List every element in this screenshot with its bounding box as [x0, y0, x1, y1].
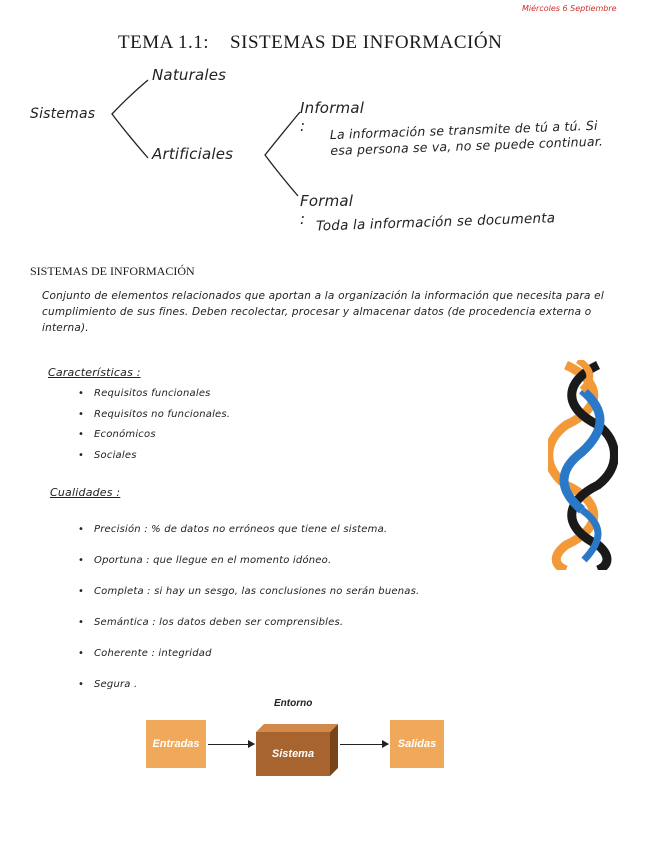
list-item: • Requisitos no funcionales. [78, 405, 230, 426]
list-item: • Segura . [78, 669, 419, 700]
list-item: • Semántica : los datos deben ser comprensibles. [78, 607, 419, 638]
node-artificiales: Artificiales [152, 145, 234, 163]
arrow-input [208, 744, 254, 745]
list-item: • Sociales [78, 446, 230, 467]
list-item: • Completa : si hay un sesgo, las conclusiones no serán buenas. [78, 576, 419, 607]
entradas-box: Entradas [146, 720, 206, 768]
node-naturales: Naturales [152, 66, 227, 84]
list-item: • Requisitos funcionales [78, 384, 230, 405]
cualidades-list [78, 514, 419, 700]
caracteristicas-heading: Características : [48, 366, 141, 379]
definition-text: Conjunto de elementos relacionados que aportan a la organización la información que necesita para el cumplimiento de sus fines. Deben recolectar, procesar y almacenar datos (de procedencia externa o interna). [42, 290, 604, 334]
diagram-title: Entorno [274, 698, 313, 709]
list-item: • Oportuna : que llegue en el momento idóneo. [78, 545, 419, 576]
list-item: • Coherente : integridad [78, 638, 419, 669]
sistema-box [256, 724, 338, 776]
cualidades-heading: Cualidades : [50, 486, 121, 499]
informal-description: La información se transmite de tú a tú. Si esa persona se va, no se puede continuar. [329, 117, 604, 159]
sistema-label: Sistema [271, 748, 315, 760]
dna-helix-illustration [548, 360, 618, 570]
salidas-box: Salidas [390, 720, 444, 768]
node-formal: Formal : [300, 192, 354, 228]
node-informal: Informal : [300, 99, 365, 135]
caracteristicas-list [78, 384, 230, 466]
date-note: Miércoles 6 Septiembre [522, 4, 617, 13]
list-item: • Precisión : % de datos no erróneos que tiene el sistema. [78, 514, 419, 545]
arrow-output [340, 744, 388, 745]
list-item: • Económicos [78, 425, 230, 446]
root-node-sistemas: Sistemas [30, 106, 96, 122]
formal-description: Toda la información se documenta [315, 210, 556, 235]
page-title: TEMA 1.1: SISTEMAS DE INFORMACIÓN [118, 32, 503, 53]
section-heading: SISTEMAS DE INFORMACIÓN [30, 264, 195, 278]
